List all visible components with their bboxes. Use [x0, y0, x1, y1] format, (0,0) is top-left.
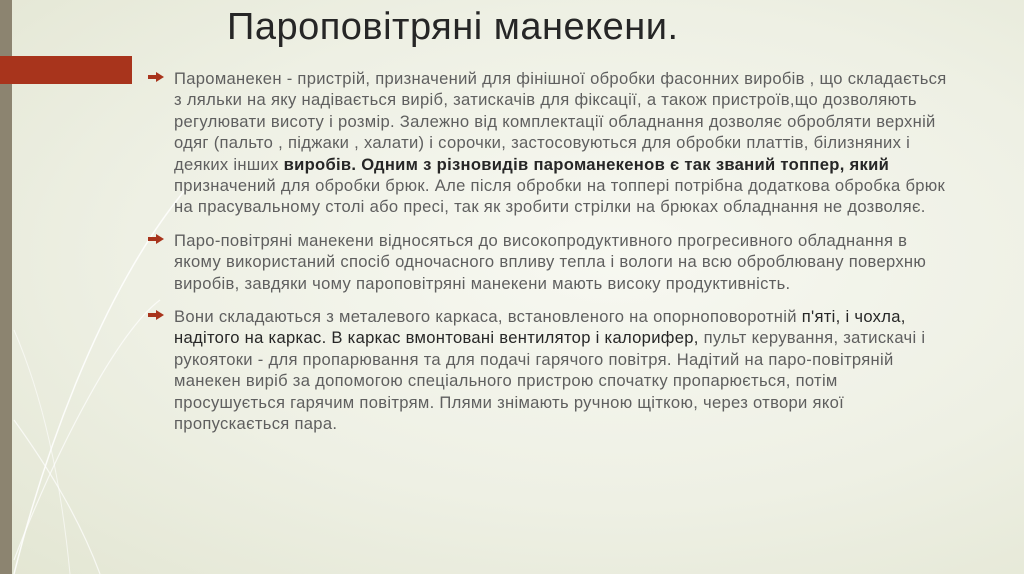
bullet-text-emphasis: п'яті, і чохла, надітого на каркас. В каркас вмонтовані вентилятор і калорифер,: [174, 307, 906, 348]
bullet-item: [148, 68, 948, 218]
arrow-right-icon: [148, 310, 164, 320]
slide-body: [148, 68, 948, 447]
bullet-text-keyword: топпер: [780, 154, 840, 174]
arrow-right-icon: [148, 72, 164, 82]
title-accent-bar: [0, 56, 132, 84]
bullet-text-emphasis: виробів. Одним з різновидів пароманекенов є так званий: [283, 154, 781, 174]
bullet-text-part: Вони складаються з металевого каркаса, встановленого на опорноповоротній: [174, 307, 802, 327]
bullet-text-part: пульт керування, затискачі і рукоятоки - для пропарювання та для подачі гарячого повітря. Надітий на паро-повітряній манекен виріб за допомогою спеціального пристрою спочатку пропарюється, потім просушується гарячим повітрям. Плями знімають ручною щіткою, через отвори якої пропускається пара.: [174, 328, 926, 434]
bullet-text-emphasis: , який: [839, 154, 890, 174]
slide-title: Пароповітряні манекени.: [227, 6, 679, 48]
bullet-item: [148, 230, 948, 294]
bullet-text-part: Пароманекен - пристрій, призначений для фінішної обробки фасонних виробів , що складається з ляльки на яку надівається виріб, затискачів для фіксації, а також пристроїв,що дозволяють регулювати висоту і розмір. Залежно від комплектації обладнання дозволяє обробляти верхній одяг (пальто , піджаки , халати) і сорочки, застосовуються для обробки платтів, білизняних і деяких інших: [174, 69, 947, 174]
bullet-text: Паро-повітряні манекени відносяться до високопродуктивного прогресивного обладнання в якому використаний спосіб одночасного впливу тепла і вологи на всю оброблювану поверхню виробів, завдяки чому пароповітряні манекени мають високу продуктивність.: [174, 230, 927, 293]
bullet-text-part: призначений для обробки брюк. Але після обробки на топпері потрібна додаткова обробка брюк на прасувальному столі або пресі, так як зробити стрілки на брюках обладнання не дозволяє.: [174, 176, 946, 217]
arrow-right-icon: [148, 234, 164, 244]
bullet-item: [148, 306, 948, 434]
bullet-text: [174, 68, 948, 218]
bullet-text: [174, 306, 948, 434]
